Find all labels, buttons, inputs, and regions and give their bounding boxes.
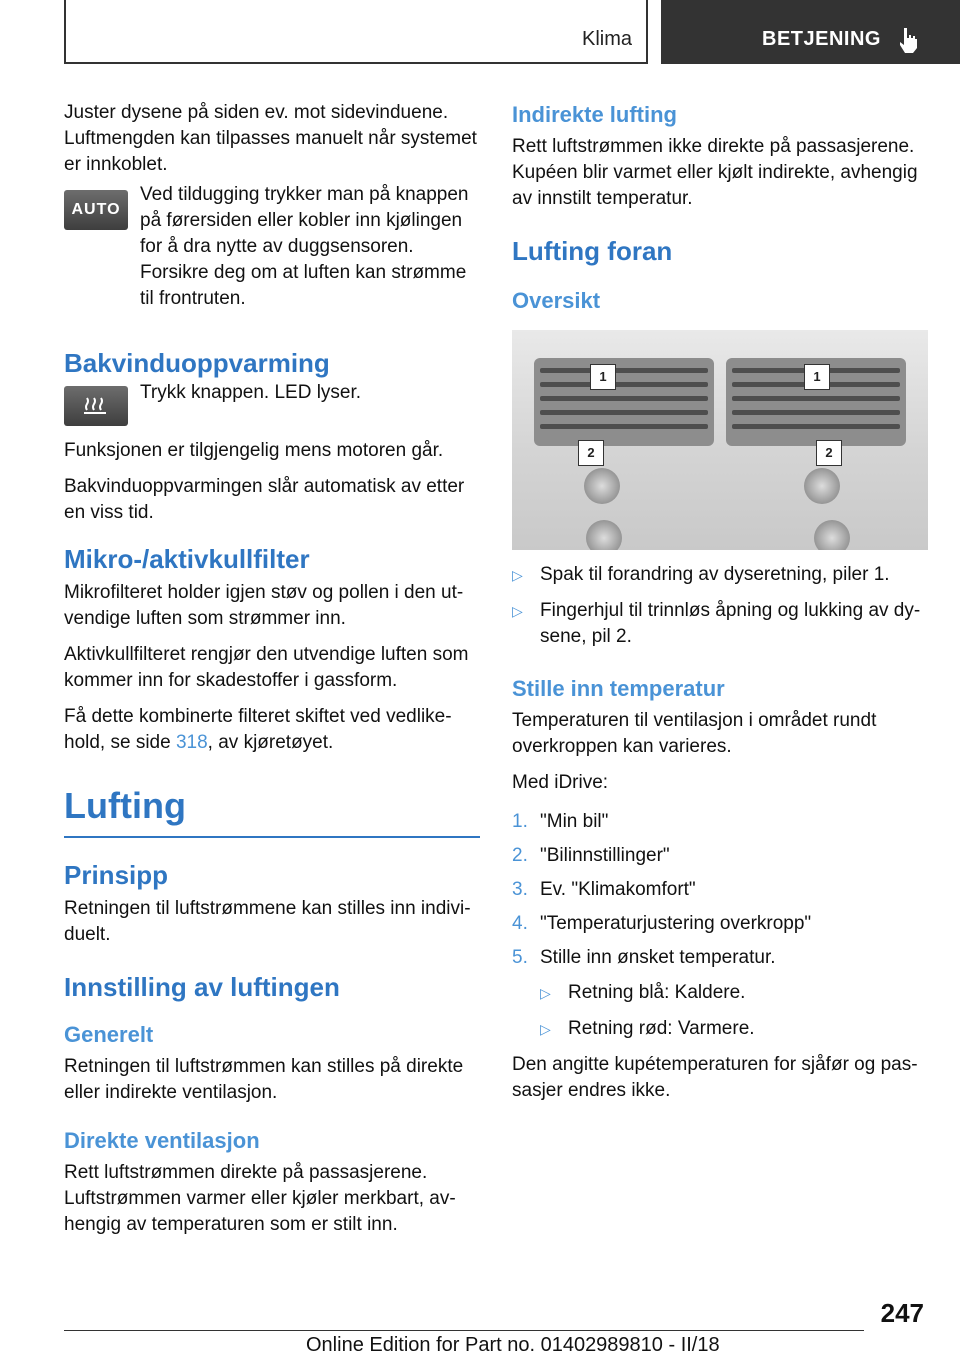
section-title: BETJENING — [762, 28, 881, 50]
rear-defrost-icon — [64, 386, 128, 426]
direct-heading: Direkte ventilasjon — [64, 1128, 260, 1153]
right-thumbwheel — [804, 468, 840, 504]
page-link-318[interactable]: 318 — [175, 732, 208, 753]
header-chapter-box — [64, 0, 648, 64]
filter-paragraph-2: Aktivkullfilteret rengjør den utvendige luften som kommer inn for skadestoffer i gassform. — [64, 644, 469, 691]
rear-instruction — [64, 384, 480, 426]
triangle-bullet-icon: ▷ — [512, 603, 523, 619]
indirect-text: Rett luftstrømmen ikke direkte på passasjerene. Kupéen blir varmet eller kjølt indirekte, avhengig av innstilt temperatur. — [512, 136, 918, 209]
main-heading-lufting: Lufting — [64, 785, 186, 826]
setting-heading: Innstilling av luftingen — [64, 972, 340, 1002]
general-text: Retningen til luftstrømmen kan stilles på direkte eller indirekte ventilasjon. — [64, 1056, 464, 1103]
closing-text: Den angitte kupétemperaturen for sjåfør og passasjer endres ikke. — [512, 1054, 918, 1101]
step-item: 4. "Temperaturjustering overkropp" — [512, 913, 812, 934]
footer-edition: Online Edition for Part no. 01402989810 - II/18 — [306, 1334, 720, 1356]
triangle-bullet-icon: ▷ — [540, 985, 551, 1001]
header-section-box — [661, 0, 960, 64]
triangle-bullet-icon: ▷ — [512, 567, 523, 583]
auto-button-icon: AUTO — [64, 190, 128, 230]
right-control-knob — [814, 520, 850, 550]
temp-heading: Stille inn temperatur — [512, 676, 725, 701]
list-item: ▷ Spak til forandring av dyseretning, piler 1. — [512, 562, 928, 588]
auto-instruction — [64, 184, 480, 322]
rear-paragraph-1: Funksjonen er tilgjengelig mens motoren går. — [64, 440, 444, 461]
step-item: 5. Stille inn ønsket temperatur. — [512, 947, 776, 968]
step-item: 2. "Bilinnstillinger" — [512, 845, 670, 866]
intro-paragraph: Juster dysene på siden ev. mot sidevinduene. Luftmengden kan tilpasses manuelt når systemet er innkoblet. — [64, 102, 477, 175]
step-item: 3. Ev. "Klimakomfort" — [512, 879, 696, 900]
hand-pointer-icon — [897, 26, 919, 54]
filter-heading: Mikro-/aktivkullfilter — [64, 544, 310, 574]
chapter-title: Klima — [581, 28, 632, 50]
sub-list-item: ▷ Retning rød: Varmere. — [540, 1016, 928, 1042]
arrow-label-2-left: 2 — [578, 440, 604, 466]
rear-paragraph-2: Bakvinduoppvarmingen slår automatisk av etter en viss tid. — [64, 476, 465, 523]
left-thumbwheel — [584, 468, 620, 504]
left-column — [64, 100, 480, 1248]
left-vent — [534, 358, 714, 446]
auto-text: Ved tildugging trykker man på knappen på førersiden eller kobler inn kjølingen for å dra nytte av duggsensoren. Forsikre deg om at luften kan strømme til frontruten. — [140, 184, 469, 309]
general-heading: Generelt — [64, 1022, 154, 1047]
sub-list-item: ▷ Retning blå: Kaldere. — [540, 980, 928, 1006]
list-item: ▷ Fingerhjul til trinnløs åpning og lukking av dysene, pil 2. — [512, 598, 928, 650]
direct-text: Rett luftstrømmen direkte på passasjerene. Luftstrømmen varmer eller kjøler merkbart, avhengig av temperaturen som er stilt inn. — [64, 1162, 456, 1235]
footer-rule — [64, 1330, 864, 1331]
left-control-knob — [586, 520, 622, 550]
heading-rule — [64, 836, 480, 838]
arrow-label-1-right: 1 — [804, 364, 830, 390]
temp-text: Temperaturen til ventilasjon i området rundt overkroppen kan varieres. — [512, 710, 877, 757]
filter-paragraph-1: Mikrofilteret holder igjen støv og pollen i den utvendige luften som strømmer inn. — [64, 582, 464, 629]
principle-heading: Prinsipp — [64, 860, 169, 890]
principle-text: Retningen til luftstrømmene kan stilles inn individuelt. — [64, 898, 471, 945]
vent-photo — [512, 330, 928, 550]
idrive-label: Med iDrive: — [512, 772, 609, 793]
step-item: 1. "Min bil" — [512, 811, 609, 832]
rear-heading: Bakvinduoppvarming — [64, 348, 330, 378]
overview-heading: Oversikt — [512, 288, 601, 313]
arrow-label-1-left: 1 — [590, 364, 616, 390]
page-number: 247 — [880, 1298, 924, 1328]
filter-paragraph-3: Få dette kombinerte filteret skiftet ved vedlikehold, se side 318, av kjøretøyet. — [64, 706, 452, 753]
triangle-bullet-icon: ▷ — [540, 1021, 551, 1037]
right-column — [512, 100, 928, 1114]
front-heading: Lufting foran — [512, 236, 673, 266]
arrow-label-2-right: 2 — [816, 440, 842, 466]
indirect-heading: Indirekte lufting — [512, 102, 677, 127]
rear-text: Trykk knappen. LED lyser. — [140, 382, 362, 403]
